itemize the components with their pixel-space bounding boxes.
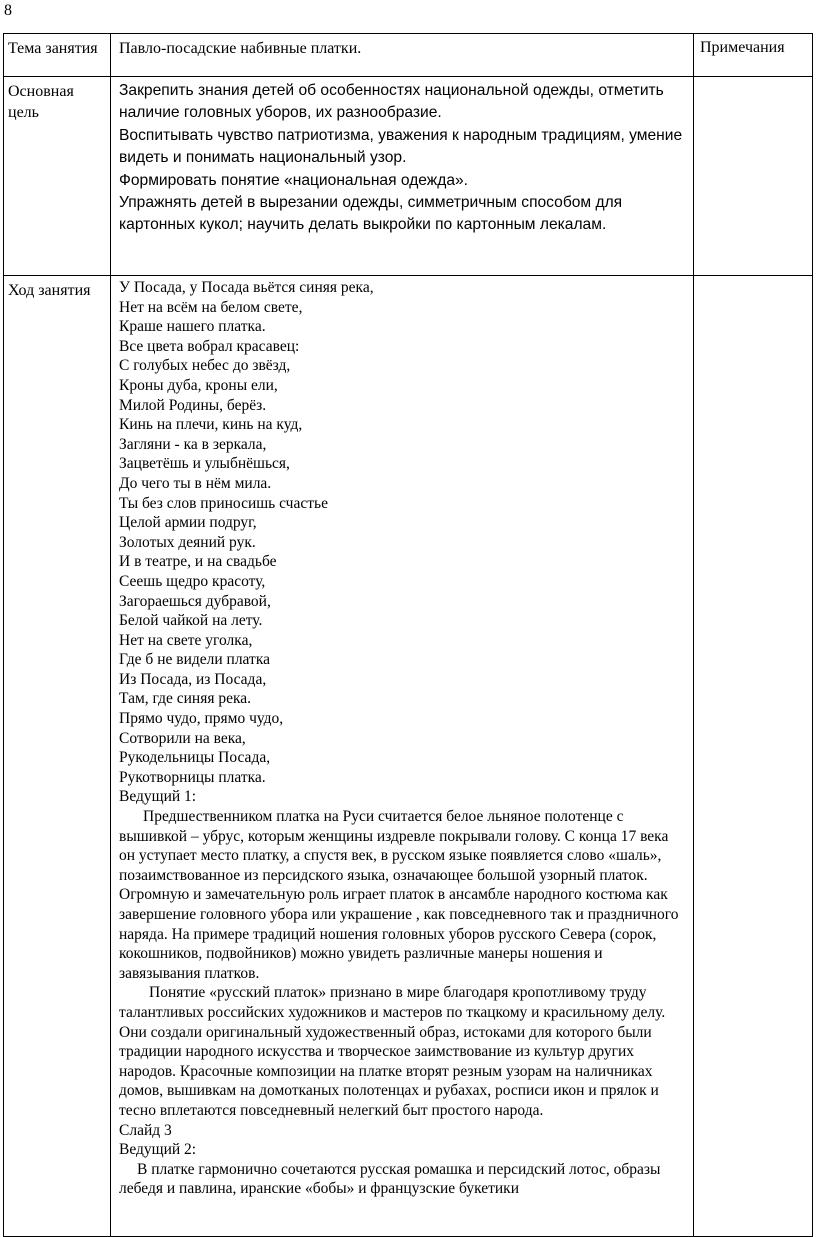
course-text <box>111 276 693 1199</box>
topic-row <box>4 34 813 77</box>
lesson-plan-table <box>3 33 813 1237</box>
goal-paragraph: Формировать понятие «национальная одежда». <box>119 171 469 189</box>
poem-line: С голубых небес до звёзд, <box>119 357 291 375</box>
poem-line: Прямо чудо, прямо чудо, <box>119 710 284 728</box>
goal-paragraph: Упражнять детей в вырезании одежды, симметричным способом для картонных кукол; научить делать выкройки по картонным лекалам. <box>119 194 623 234</box>
course-label-cell <box>4 276 111 1237</box>
poem-line: Белой чайкой на лету. <box>119 612 263 630</box>
goal-paragraph: Закрепить знания детей об особенностях национальной одежды, отметить наличие головных уборов, их разнообразие. <box>119 82 664 122</box>
course-paragraph-3: В платке гармонично сочетаются русская ромашка и персидский лотос, образы лебедя и павлина, иранские «бобы» и французские букетики <box>119 1160 661 1198</box>
poem-line: Кроны дуба, кроны ели, <box>119 376 278 394</box>
goal-label-cell <box>4 77 111 276</box>
poem-line: Из Посада, из Посада, <box>119 670 267 688</box>
poem-line: Милой Родины, берёз. <box>119 396 267 414</box>
poem <box>119 278 685 787</box>
course-paragraph-1: Предшественником платка на Руси считается белое льняное полотенце с вышивкой – убрус, которым женщины издревле покрывали голову. С конца 17 века он уступает место платку, а спустя век, в русском языке появляется слово «шаль», позаимствованное из персидского языка, означающее большой узорный платок. Огромную и замечательную роль играет платок в ансамбле народного костюма как завершение головного убора или украшение , как повседневного так и праздничного наряда. На примере традиций ношения головных уборов русского Севера (сорок, кокошников, подвойников) можно увидеть различные манеры ношения и завязывания платков. <box>119 808 679 982</box>
topic-value: Павло-посадские набивные платки. <box>119 40 362 57</box>
goal-text <box>111 77 693 237</box>
course-notes-cell <box>694 276 813 1237</box>
poem-line: Сеешь щедро красоту, <box>119 572 266 590</box>
topic-value-cell <box>111 34 694 77</box>
course-label: Ход занятия <box>8 282 91 299</box>
poem-line: Ты без слов приносишь счастье <box>119 494 328 512</box>
page-number: 8 <box>4 2 12 19</box>
goal-label: Основная цель <box>8 83 74 121</box>
poem-line: Где б не видели платка <box>119 651 270 669</box>
poem-line: Там, где синяя река. <box>119 690 252 708</box>
poem-line: И в театре, и на свадьбе <box>119 553 277 571</box>
goal-text-cell <box>111 77 694 276</box>
poem-line: Загляни - ка в зеркала, <box>119 435 267 453</box>
poem-line: Загораешься дубравой, <box>119 592 271 610</box>
course-text-cell <box>111 276 694 1237</box>
poem-line: У Посада, у Посада вьётся синяя река, <box>119 279 374 296</box>
poem-line: Нет на всём на белом свете, <box>119 298 303 316</box>
poem-line: Кинь на плечи, кинь на куд, <box>119 416 303 434</box>
goal-notes-cell <box>694 77 813 276</box>
goal-paragraph: Воспитывать чувство патриотизма, уважения к народным традициям, умение видеть и понимать национальный узор. <box>119 126 683 167</box>
topic-label-cell <box>4 34 111 77</box>
notes-header-cell <box>694 34 813 77</box>
notes-header: Примечания <box>700 39 785 56</box>
poem-line: Все цвета вобрал красавец: <box>119 337 300 355</box>
course-row <box>4 276 813 1237</box>
poem-line: До чего ты в нём мила. <box>119 474 272 492</box>
host2-label: Ведущий 2: <box>119 1141 197 1159</box>
topic-label: Тема занятия <box>8 40 98 57</box>
poem-line: Сотворили на века, <box>119 729 246 747</box>
poem-line: Краше нашего платка. <box>119 318 266 336</box>
poem-line: Нет на свете уголка, <box>119 631 253 649</box>
host1-label: Ведущий 1: <box>119 788 197 806</box>
poem-line: Золотых деяний рук. <box>119 533 256 551</box>
poem-line: Рукодельницы Посада, <box>119 749 271 767</box>
poem-line: Зацветёшь и улыбнёшься, <box>119 455 290 473</box>
poem-line: Целой армии подруг, <box>119 514 257 532</box>
goal-row <box>4 77 813 276</box>
course-paragraph-2: Понятие «русский платок» признано в мире благодаря кропотливому труду талантливых российских художников и мастеров по ткацкому и красильному делу. Они создали оригинальный художественный образ, истоками для которого были традиции народного искусства и творческое заимствование из культур других народов. Красочные композиции на платке вторят резным узорам на наличниках домов, вышивкам на домотканых полотенцах и рубахах, росписи икон и прялок и тесно вплетаются повседневный нелегкий быт простого народа. <box>119 984 666 1119</box>
poem-line: Рукотворницы платка. <box>119 768 266 786</box>
slide-label: Слайд 3 <box>119 1121 172 1139</box>
